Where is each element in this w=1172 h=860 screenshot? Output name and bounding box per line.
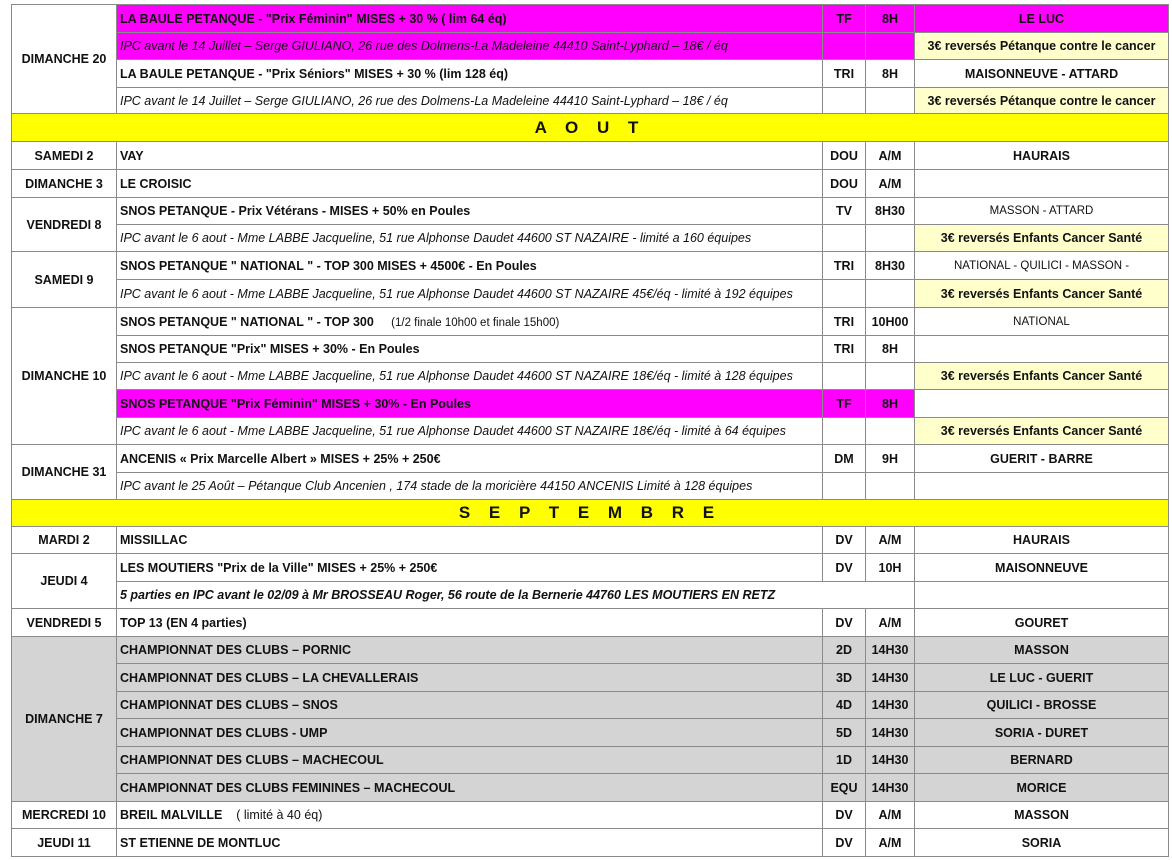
- table-row: [12, 170, 1169, 198]
- event-note: 3€ reversés Enfants Cancer Santé: [915, 418, 1169, 445]
- month-title: S E P T E M B R E: [12, 500, 1169, 527]
- event-time: A/M: [866, 802, 915, 829]
- event-detail: IPC avant le 6 aout - Mme LABBE Jacqueline, 51 rue Alphonse Daudet 44600 ST NAZAIRE - limité a 160 équipes: [117, 225, 823, 252]
- table-row: [12, 527, 1169, 554]
- event-arbiter: [915, 336, 1169, 363]
- event-arbiter: [915, 170, 1169, 198]
- event-title: SNOS PETANQUE "Prix" MISES + 30% - En Poules: [117, 336, 823, 363]
- event-title: LA BAULE PETANQUE - "Prix Séniors" MISES + 30 % (lim 128 éq): [117, 60, 823, 88]
- day-cell: VENDREDI 8: [12, 198, 117, 252]
- event-title: SNOS PETANQUE - Prix Vétérans - MISES + 50% en Poules: [117, 198, 823, 225]
- event-detail: 5 parties en IPC avant le 02/09 à Mr BROSSEAU Roger, 56 route de la Bernerie 44760 LES MOUTIERS EN RETZ: [117, 582, 915, 609]
- event-extra: ( limité à 40 éq): [236, 808, 323, 822]
- empty-cell: [866, 418, 915, 445]
- empty-cell: [823, 225, 866, 252]
- event-title: SNOS PETANQUE "Prix Féminin" MISES + 30% - En Poules: [117, 390, 823, 418]
- event-arbiter: NATIONAL - QUILICI - MASSON -: [915, 252, 1169, 280]
- table-row: [12, 719, 1169, 747]
- event-type: TRI: [823, 308, 866, 336]
- table-row: [12, 5, 1169, 33]
- table-row: [12, 60, 1169, 88]
- table-row: [12, 198, 1169, 225]
- event-type: DV: [823, 829, 866, 857]
- table-row: [12, 336, 1169, 363]
- empty-cell: [823, 363, 866, 390]
- event-time: 8H30: [866, 252, 915, 280]
- empty-cell: [823, 473, 866, 500]
- event-time: 14H30: [866, 637, 915, 664]
- day-cell: DIMANCHE 7: [12, 637, 117, 802]
- event-arbiter: GOURET: [915, 609, 1169, 637]
- event-arbiter: LE LUC: [915, 5, 1169, 33]
- event-type: TRI: [823, 336, 866, 363]
- event-arbiter: HAURAIS: [915, 527, 1169, 554]
- event-title: CHAMPIONNAT DES CLUBS – MACHECOUL: [117, 747, 823, 774]
- event-type: 2D: [823, 637, 866, 664]
- event-time: 8H: [866, 390, 915, 418]
- event-type: TRI: [823, 252, 866, 280]
- event-time: 8H30: [866, 198, 915, 225]
- event-title: CHAMPIONNAT DES CLUBS FEMININES – MACHECOUL: [117, 774, 823, 802]
- event-time: 14H30: [866, 692, 915, 719]
- event-title-text: BREIL MALVILLE: [120, 808, 223, 822]
- event-time: 14H30: [866, 747, 915, 774]
- empty-cell: [866, 280, 915, 308]
- empty-cell: [866, 33, 915, 60]
- event-arbiter: QUILICI - BROSSE: [915, 692, 1169, 719]
- event-arbiter: SORIA: [915, 829, 1169, 857]
- table-row: [12, 609, 1169, 637]
- event-title: ST ETIENNE DE MONTLUC: [117, 829, 823, 857]
- event-arbiter: MAISONNEUVE: [915, 554, 1169, 582]
- day-cell: SAMEDI 2: [12, 142, 117, 170]
- event-detail: IPC avant le 14 Juillet – Serge GIULIANO, 26 rue des Dolmens-La Madeleine 44410 Saint-Lyphard – 18€ / éq: [117, 88, 823, 114]
- table-row: [12, 88, 1169, 114]
- empty-cell: [823, 418, 866, 445]
- event-title: ANCENIS « Prix Marcelle Albert » MISES + 25% + 250€: [117, 445, 823, 473]
- event-arbiter: SORIA - DURET: [915, 719, 1169, 747]
- event-arbiter: BERNARD: [915, 747, 1169, 774]
- event-time: 8H: [866, 336, 915, 363]
- empty-cell: [823, 33, 866, 60]
- table-row: [12, 308, 1169, 336]
- table-row: [12, 445, 1169, 473]
- event-time: A/M: [866, 527, 915, 554]
- table-row: [12, 802, 1169, 829]
- table-row: [12, 390, 1169, 418]
- event-type: TRI: [823, 60, 866, 88]
- table-row: [12, 363, 1169, 390]
- table-row: [12, 252, 1169, 280]
- day-cell: DIMANCHE 20: [12, 5, 117, 114]
- event-detail: IPC avant le 25 Août – Pétanque Club Ancenien , 174 stade de la moricière 44150 ANCENIS Limité à 128 équipes: [117, 473, 823, 500]
- event-time: 8H: [866, 60, 915, 88]
- event-title: CHAMPIONNAT DES CLUBS – SNOS: [117, 692, 823, 719]
- day-cell: VENDREDI 5: [12, 609, 117, 637]
- event-type: DM: [823, 445, 866, 473]
- event-arbiter: LE LUC - GUERIT: [915, 664, 1169, 692]
- empty-cell: [866, 88, 915, 114]
- event-title: MISSILLAC: [117, 527, 823, 554]
- event-time: 10H00: [866, 308, 915, 336]
- table-row: [12, 692, 1169, 719]
- event-note: 3€ reversés Pétanque contre le cancer: [915, 33, 1169, 60]
- event-detail: IPC avant le 6 aout - Mme LABBE Jacqueline, 51 rue Alphonse Daudet 44600 ST NAZAIRE 18€/éq - limité à 64 équipes: [117, 418, 823, 445]
- day-cell: JEUDI 4: [12, 554, 117, 609]
- event-time: A/M: [866, 170, 915, 198]
- month-header: [12, 114, 1169, 142]
- day-cell: DIMANCHE 31: [12, 445, 117, 500]
- table-row: [12, 418, 1169, 445]
- event-time: A/M: [866, 829, 915, 857]
- table-row: [12, 473, 1169, 500]
- event-detail: IPC avant le 14 Juillet – Serge GIULIANO, 26 rue des Dolmens-La Madeleine 44410 Saint-Lyphard – 18€ / éq: [117, 33, 823, 60]
- month-title: A O U T: [12, 114, 1169, 142]
- event-arbiter: [915, 390, 1169, 418]
- event-title: CHAMPIONNAT DES CLUBS – PORNIC: [117, 637, 823, 664]
- event-type: 5D: [823, 719, 866, 747]
- event-type: TF: [823, 390, 866, 418]
- event-type: EQU: [823, 774, 866, 802]
- empty-cell: [866, 363, 915, 390]
- table-row: [12, 637, 1169, 664]
- day-cell: MARDI 2: [12, 527, 117, 554]
- event-detail: IPC avant le 6 aout - Mme LABBE Jacqueline, 51 rue Alphonse Daudet 44600 ST NAZAIRE 18€/éq - limité à 128 équipes: [117, 363, 823, 390]
- event-note: 3€ reversés Enfants Cancer Santé: [915, 225, 1169, 252]
- day-cell: SAMEDI 9: [12, 252, 117, 308]
- empty-cell: [866, 225, 915, 252]
- event-type: TV: [823, 198, 866, 225]
- event-arbiter: MASSON - ATTARD: [915, 198, 1169, 225]
- event-title: SNOS PETANQUE " NATIONAL " - TOP 300 MISES + 4500€ - En Poules: [117, 252, 823, 280]
- event-title: VAY: [117, 142, 823, 170]
- table-row: [12, 142, 1169, 170]
- table-row: [12, 664, 1169, 692]
- event-time: 8H: [866, 5, 915, 33]
- event-title: [117, 308, 823, 336]
- table-row: [12, 554, 1169, 582]
- day-cell: DIMANCHE 10: [12, 308, 117, 445]
- schedule-table: [11, 4, 1169, 857]
- event-time: 10H: [866, 554, 915, 582]
- event-title: [117, 802, 823, 829]
- empty-cell: [823, 280, 866, 308]
- event-arbiter: MAISONNEUVE - ATTARD: [915, 60, 1169, 88]
- event-note: 3€ reversés Enfants Cancer Santé: [915, 280, 1169, 308]
- event-type: DV: [823, 554, 866, 582]
- event-extra: (1/2 finale 10h00 et finale 15h00): [391, 316, 560, 329]
- table-row: [12, 33, 1169, 60]
- table-row: [12, 280, 1169, 308]
- event-title: TOP 13 (EN 4 parties): [117, 609, 823, 637]
- event-note: 3€ reversés Enfants Cancer Santé: [915, 363, 1169, 390]
- event-time: A/M: [866, 142, 915, 170]
- event-arbiter: MASSON: [915, 802, 1169, 829]
- event-title: CHAMPIONNAT DES CLUBS – LA CHEVALLERAIS: [117, 664, 823, 692]
- event-type: DOU: [823, 170, 866, 198]
- event-type: DV: [823, 802, 866, 829]
- empty-cell: [823, 88, 866, 114]
- empty-cell: [915, 473, 1169, 500]
- event-type: 4D: [823, 692, 866, 719]
- event-note: 3€ reversés Pétanque contre le cancer: [915, 88, 1169, 114]
- event-time: 9H: [866, 445, 915, 473]
- empty-cell: [866, 473, 915, 500]
- event-arbiter: MASSON: [915, 637, 1169, 664]
- table-row: [12, 829, 1169, 857]
- event-time: 14H30: [866, 774, 915, 802]
- event-time: 14H30: [866, 719, 915, 747]
- day-cell: JEUDI 11: [12, 829, 117, 857]
- event-arbiter: GUERIT - BARRE: [915, 445, 1169, 473]
- event-arbiter: MORICE: [915, 774, 1169, 802]
- event-type: DV: [823, 609, 866, 637]
- event-detail: IPC avant le 6 aout - Mme LABBE Jacqueline, 51 rue Alphonse Daudet 44600 ST NAZAIRE 45€/éq - limité à 192 équipes: [117, 280, 823, 308]
- event-title: LA BAULE PETANQUE - "Prix Féminin" MISES + 30 % ( lim 64 éq): [117, 5, 823, 33]
- event-title: CHAMPIONNAT DES CLUBS - UMP: [117, 719, 823, 747]
- day-cell: MERCREDI 10: [12, 802, 117, 829]
- event-type: TF: [823, 5, 866, 33]
- event-arbiter: HAURAIS: [915, 142, 1169, 170]
- event-arbiter: NATIONAL: [915, 308, 1169, 336]
- event-time: 14H30: [866, 664, 915, 692]
- event-title: LES MOUTIERS "Prix de la Ville" MISES + 25% + 250€: [117, 554, 823, 582]
- event-type: 3D: [823, 664, 866, 692]
- event-type: DOU: [823, 142, 866, 170]
- event-type: 1D: [823, 747, 866, 774]
- table-row: [12, 774, 1169, 802]
- event-title: LE CROISIC: [117, 170, 823, 198]
- table-row: [12, 225, 1169, 252]
- event-title-text: SNOS PETANQUE " NATIONAL " - TOP 300: [120, 314, 374, 329]
- event-type: DV: [823, 527, 866, 554]
- table-row: [12, 582, 1169, 609]
- day-cell: DIMANCHE 3: [12, 170, 117, 198]
- month-header: [12, 500, 1169, 527]
- empty-cell: [915, 582, 1169, 609]
- event-time: A/M: [866, 609, 915, 637]
- table-row: [12, 747, 1169, 774]
